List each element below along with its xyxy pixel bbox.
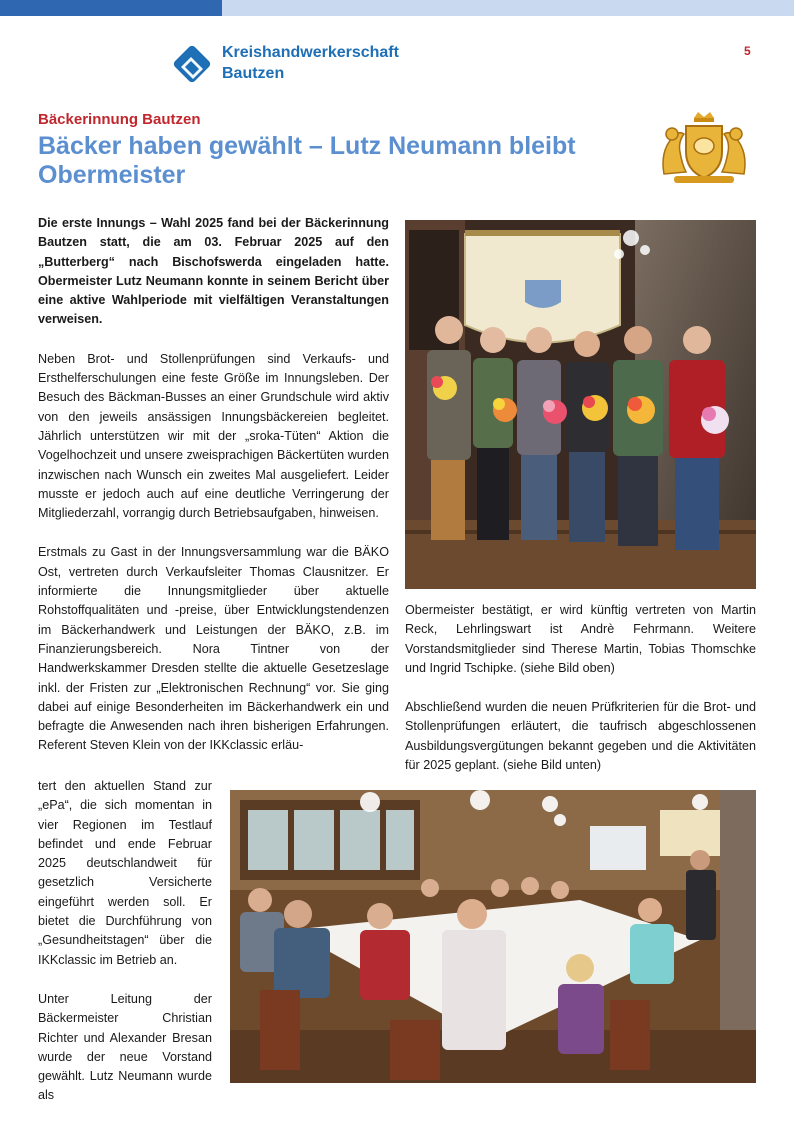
page-number: 5 xyxy=(744,44,751,58)
top-bar-light xyxy=(222,0,794,16)
article-paragraph-1: Neben Brot- und Stollenprüfungen sind Verkaufs- und Ersthelferschulungen eine feste Größe im Innungsleben. Der Besuch des Bäckman-Busses an einer Grundschule wird aktiv von den jeweils ansässigen Innungsbäckereien begleitet. Jährlich unterstützen wir mit der „sroka-Tüten“ Aktion die Vogelhochzeit und unsere zweisprachigen Bäckertüten wurden inzwischen nach Wunsch ein zweites Mal ausgeliefert. Leider musste er jedoch auch auf eine deutliche Verringerung der Mitgliederzahl, vorrangig durch Betriebsaufgaben, hinweisen. xyxy=(38,351,389,521)
article-paragraph-2: Erstmals zu Gast in der Innungsversammlung war die BÄKO Ost, vertreten durch Verkaufsleiter Thomas Clausnitzer. Er informierte die Innungsmitglieder über aktuelle Rohstoffqualitäten und -preise, über Entwicklungstendenzen im Bäckerhandwerk und Leistungen der BÄKO, z.B. im Finanzierungsbereich. Nora Tintner von der Handwerkskammer Dresden stellte die aktuelle Gesetzeslage inkl. der Fristen zur „Elektronischen Rechnung“ vor. Sie ging dabei auf einige Besonderheiten im Bäckerhandwerk ein und befragte die Anwesenden nach ihren bisherigen Erfahrungen. Referent Steven Klein von der IKKclassic erläu- xyxy=(38,545,389,753)
article-kicker: Bäckerinnung Bautzen xyxy=(38,111,201,128)
article-headline: Bäcker haben gewählt – Lutz Neumann bleibt Obermeister xyxy=(38,132,576,189)
org-name-line1: Kreishandwerkerschaft xyxy=(222,44,399,61)
article-right-paragraph-2: Abschließend wurden die neuen Prüfkriterien für die Brot- und Stollenprüfungen erläutert, die taufrisch abgeschlossenen Ausbildungsvergütungen bekannt gegeben und die Aktivitäten für 2025 geplant. (siehe Bild unten) xyxy=(405,700,756,773)
article-column-left-narrow xyxy=(38,777,212,1106)
kreishandwerkerschaft-logo-icon xyxy=(172,44,212,84)
article-lead: Die erste Innungs – Wahl 2025 fand bei der Bäckerinnung Bautzen statt, die am 03. Februar 2025 auf den „Butterberg“ nach Bischofswerda eingeladen hatte. Obermeister Lutz Neumann konnte in seinem Bericht über eine aktive Wahlperiode mit vielfältigen Veranstaltungen verweisen. xyxy=(38,216,389,327)
board-group-photo xyxy=(405,220,756,589)
baeckerinnung-crest-icon xyxy=(656,112,752,186)
org-name-line2: Bautzen xyxy=(222,65,285,82)
article-paragraph-3: Unter Leitung der Bäckermeister Christian Richter und Alexander Bresan wurde der neue Vorstand gewählt. Lutz Neumann wurde als xyxy=(38,991,212,1103)
org-name xyxy=(222,42,399,84)
top-bar-dark xyxy=(0,0,222,16)
article-paragraph-2-continued: tert den aktuellen Stand zur „ePa“, die sich momentan in vier Regionen im Testlauf befindet und ende Februar 2025 deutschlandweit für gesetzlich Versicherte eingeführt werden soll. Er bietet die Durchführung von „Gesundheitstagen“ über die IKKclassic im Betrieb an. xyxy=(38,779,212,967)
meeting-room-photo xyxy=(230,790,756,1083)
article-column-right xyxy=(405,601,756,775)
article-column-left xyxy=(38,214,389,756)
article-right-paragraph-1: Obermeister bestätigt, er wird künftig vertreten von Martin Reck, Lehrlingswart ist Andrè Fehrmann. Weitere Vorstandsmitglieder sind Therese Martin, Tobias Thomschke und Ingrid Tschipke. (siehe Bild oben) xyxy=(405,603,756,675)
